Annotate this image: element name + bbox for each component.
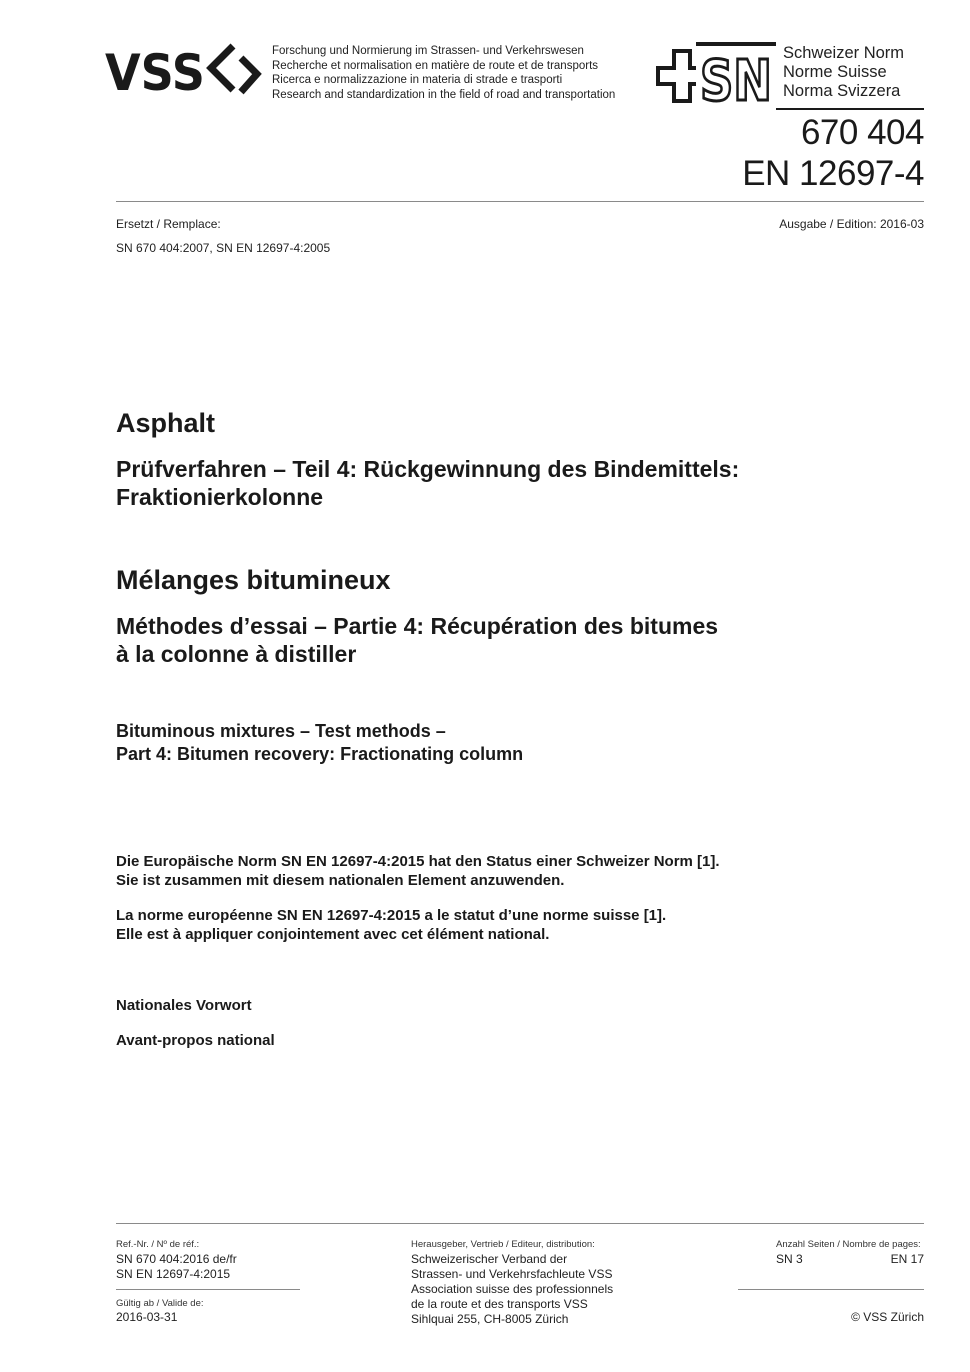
vss-tagline-en: Research and standardization in the field of road and transportation bbox=[272, 88, 616, 101]
en-number: EN 12697-4 bbox=[742, 154, 924, 193]
title-fr-main: Mélanges bitumineux bbox=[116, 565, 391, 595]
publisher-line-1: Schweizerischer Verband der bbox=[411, 1252, 568, 1266]
standard-number: 670 404 bbox=[800, 113, 924, 152]
title-fr-sub-2: à la colonne à distiller bbox=[116, 641, 357, 667]
footer-right-divider bbox=[738, 1289, 924, 1290]
title-de-sub-2: Fraktionierkolonne bbox=[116, 484, 324, 510]
publisher-line-2: Strassen- und Verkehrsfachleute VSS bbox=[411, 1267, 613, 1281]
ref-label: Ref.-Nr. / Nº de réf.: bbox=[116, 1239, 200, 1250]
sn-name-de: Schweizer Norm bbox=[783, 44, 905, 62]
publisher-label: Herausgeber, Vertrieb / Editeur, distribution: bbox=[411, 1239, 595, 1250]
replaces-label: Ersetzt / Remplace: bbox=[116, 217, 221, 231]
vss-tagline-de: Forschung und Normierung im Strassen- und Verkehrswesen bbox=[272, 45, 584, 57]
pages-label: Anzahl Seiten / Nombre de pages: bbox=[776, 1239, 921, 1250]
valid-label: Gültig ab / Valide de: bbox=[116, 1298, 204, 1309]
vss-tagline-fr: Recherche et normalisation en matière de route et de transports bbox=[272, 59, 599, 72]
vss-logo bbox=[105, 40, 265, 100]
sn-underline bbox=[776, 108, 924, 110]
valid-value: 2016-03-31 bbox=[116, 1310, 178, 1324]
footer-divider bbox=[116, 1223, 924, 1224]
sn-name-fr: Norme Suisse bbox=[783, 63, 887, 81]
publisher-line-4: de la route et des transports VSS bbox=[411, 1297, 588, 1311]
foreword-fr: Avant-propos national bbox=[116, 1032, 275, 1049]
publisher-line-5: Sihlquai 255, CH-8005 Zürich bbox=[411, 1312, 569, 1326]
pages-sn: SN 3 bbox=[776, 1252, 803, 1266]
statement-fr-2: Elle est à appliquer conjointement avec cet élément national. bbox=[116, 926, 550, 943]
ref-value-1: SN 670 404:2016 de/fr bbox=[116, 1252, 237, 1266]
statement-fr-1: La norme européenne SN EN 12697-4:2015 a le statut d’une norme suisse [1]. bbox=[116, 907, 667, 924]
vss-logo-text: VSS bbox=[105, 44, 205, 102]
copyright: © VSS Zürich bbox=[851, 1310, 924, 1324]
ref-value-2: SN EN 12697-4:2015 bbox=[116, 1267, 231, 1281]
title-de-main: Asphalt bbox=[116, 408, 216, 438]
title-en-2: Part 4: Bitumen recovery: Fractionating column bbox=[116, 744, 524, 764]
sn-logo bbox=[656, 42, 778, 112]
chevron-left-icon bbox=[211, 46, 233, 90]
footer-left-divider bbox=[116, 1289, 300, 1290]
sn-logo-text: SN bbox=[700, 49, 772, 114]
replaces-value: SN 670 404:2007, SN EN 12697-4:2005 bbox=[116, 241, 331, 255]
chevron-right-icon bbox=[241, 58, 257, 92]
statement-de-2: Sie ist zusammen mit diesem nationalen Element anzuwenden. bbox=[116, 872, 565, 889]
sn-name-it: Norma Svizzera bbox=[783, 82, 901, 100]
sn-names bbox=[783, 44, 904, 101]
publisher-line-3: Association suisse des professionnels bbox=[411, 1282, 614, 1296]
title-fr-sub-1: Méthodes d’essai – Partie 4: Récupération des bitumes bbox=[116, 613, 719, 639]
pages-en: EN 17 bbox=[890, 1252, 924, 1266]
title-en-1: Bituminous mixtures – Test methods – bbox=[116, 721, 446, 741]
statement-de-1: Die Europäische Norm SN EN 12697-4:2015 hat den Status einer Schweizer Norm [1]. bbox=[116, 853, 720, 870]
edition: Ausgabe / Edition: 2016-03 bbox=[779, 217, 924, 231]
vss-tagline-it: Ricerca e normalizzazione in materia di strade e trasporti bbox=[272, 74, 563, 86]
title-de-sub-1: Prüfverfahren – Teil 4: Rückgewinnung des Bindemittels: bbox=[116, 456, 740, 482]
foreword-de: Nationales Vorwort bbox=[116, 997, 252, 1014]
vss-tagline bbox=[272, 44, 615, 102]
header-divider bbox=[116, 201, 924, 202]
